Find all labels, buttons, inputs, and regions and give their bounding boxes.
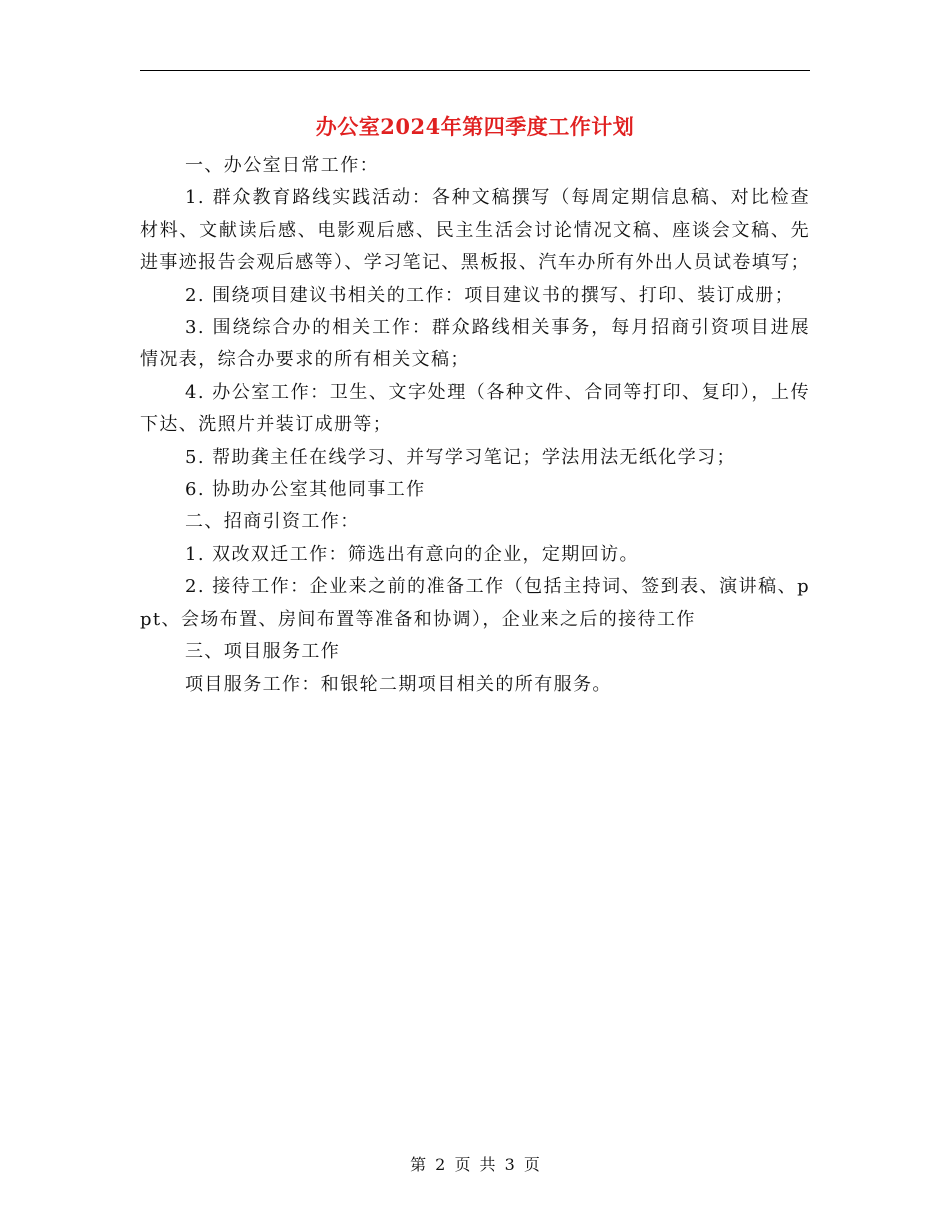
- list-item: 6. 协助办公室其他同事工作: [185, 479, 426, 501]
- document-body: [140, 150, 810, 701]
- list-item: 1. 双改双迁工作：筛选出有意向的企业，定期回访。: [185, 543, 639, 565]
- section-heading-project-service: 三、项目服务工作: [185, 641, 341, 663]
- header-rule: [140, 70, 810, 71]
- list-item: 4. 办公室工作：卫生、文字处理（各种文件、合同等打印、复印），上传下达、洗照片并装订成册等；: [140, 381, 810, 436]
- list-item: 2. 围绕项目建议书相关的工作：项目建议书的撰写、打印、装订成册；: [185, 284, 795, 306]
- list-item: 5. 帮助龚主任在线学习、并写学习笔记；学法用法无纸化学习；: [185, 446, 736, 468]
- list-item: 1. 群众教育路线实践活动：各种文稿撰写（每周定期信息稿、对比检查材料、文献读后感、电影观后感、民主生活会讨论情况文稿、座谈会文稿、先进事迹报告会观后感等）、学习笔记、黑板报、汽车办所有外出人员试卷填写；: [140, 187, 810, 274]
- section-heading-investment: 二、招商引资工作：: [185, 511, 360, 533]
- page-number: 第 2 页 共 3 页: [410, 1155, 540, 1174]
- list-item: 2. 接待工作：企业来之前的准备工作（包括主持词、签到表、演讲稿、ppt、会场布置、房间布置等准备和协调），企业来之后的接待工作: [140, 576, 810, 630]
- paragraph: 项目服务工作：和银轮二期项目相关的所有服务。: [185, 673, 612, 695]
- list-item: 3. 围绕综合办的相关工作：群众路线相关事务，每月招商引资项目进展情况表，综合办要求的所有相关文稿；: [140, 317, 810, 371]
- document-title: 办公室2024年第四季度工作计划: [315, 114, 635, 139]
- section-heading-daily-work: 一、办公室日常工作：: [185, 155, 379, 176]
